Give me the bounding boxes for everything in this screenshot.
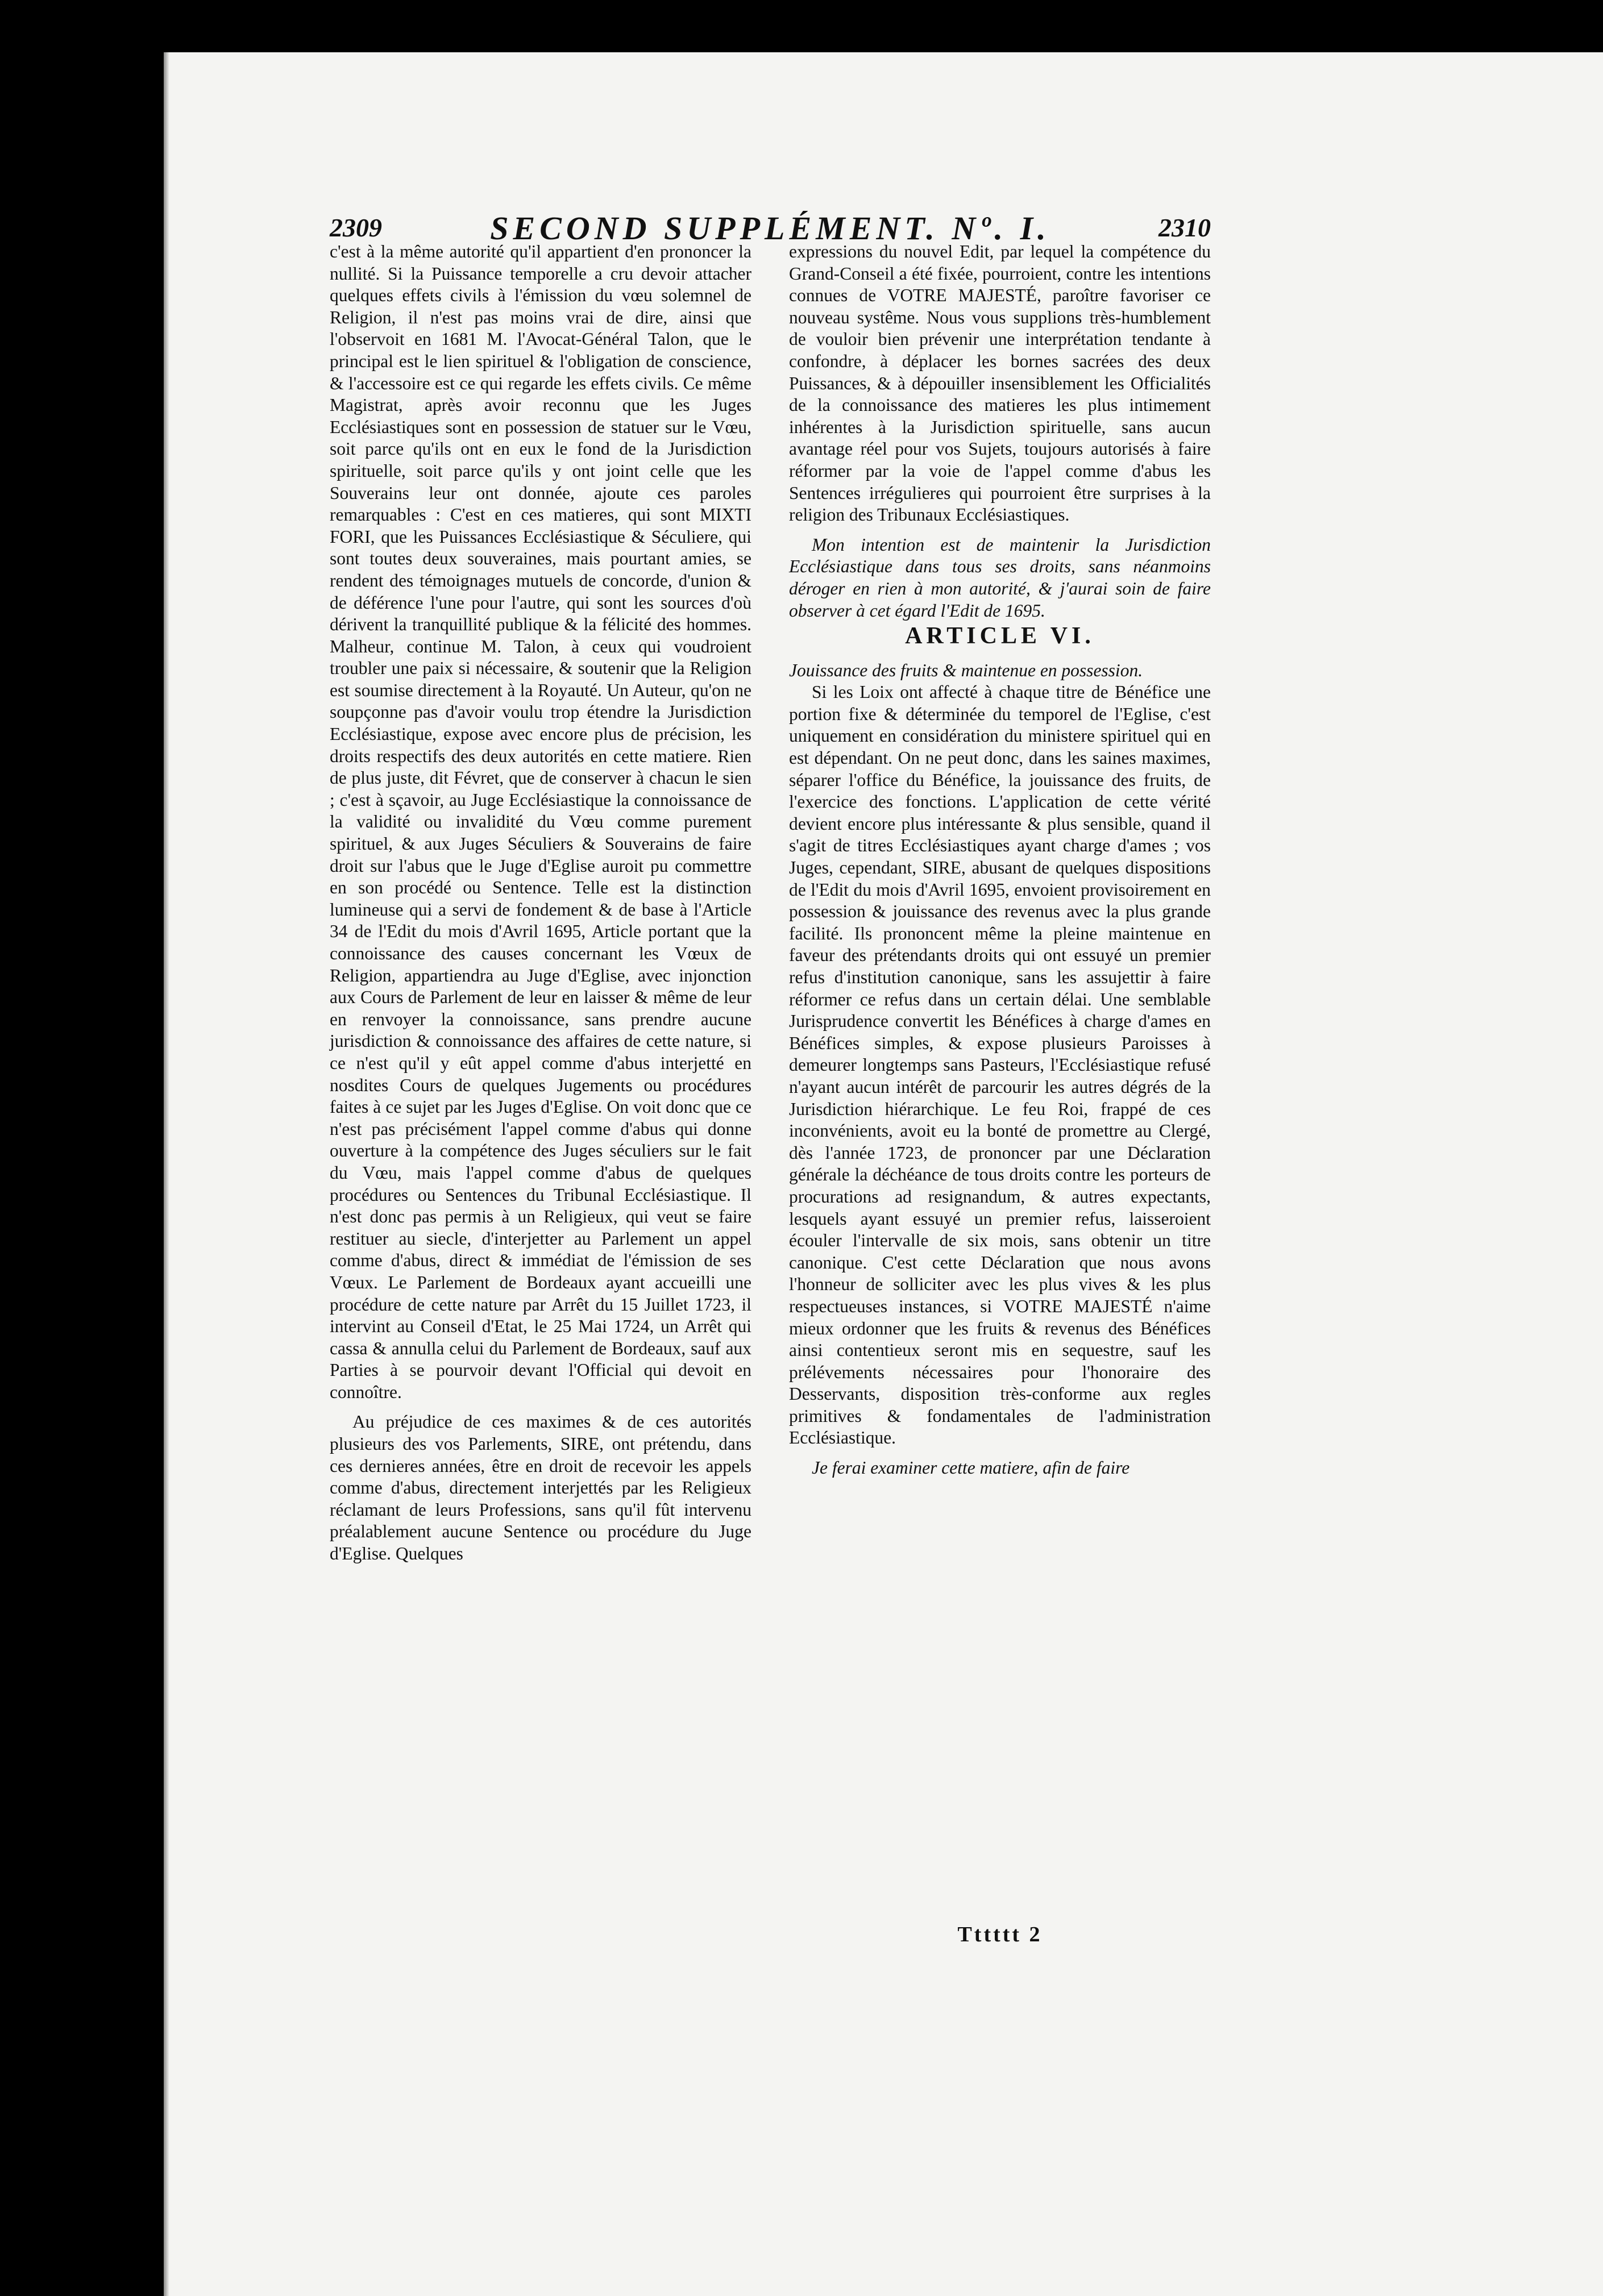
signature-mark: Tttttt 2 <box>957 1923 1043 1946</box>
right-paragraph-1: expressions du nouvel Edit, par lequel la compétence du Grand-Conseil a été fixée, pourroient, contre les intentions connues de VOTRE MAJESTÉ, paroître favoriser ce nouveau systême. Nous vous supplions très-humblement de vouloir bien prévenir une interprétation tendante à confondre, à déplacer les bornes sacrées des deux Puissances, & à dépouiller insensiblement les Officialités de la connoissance des matieres les plus intimement inhérentes à la Jurisdiction spirituelle, sans aucun avantage réel pour vos Sujets, toujours autorisés à faire réformer par la voie de l'appel comme d'abus les Sentences irrégulieres qui pourroient être surprises à la religion des Tribunaux Ecclésiastiques. <box>789 242 1211 525</box>
right-column <box>789 241 1211 1479</box>
article-heading: ARTICLE VI. <box>905 623 1095 650</box>
royal-response-2: Je ferai examiner cette matiere, afin de faire <box>812 1458 1130 1478</box>
left-paragraph-2: Au préjudice de ces maximes & de ces autorités plusieurs des vos Parlements, SIRE, ont prétendu, dans ces dernieres années, être en droit de recevoir les appels comme d'abus, directement interjettés par les Religieux réclamant de leurs Professions, sans qu'il fût intervenu préalablement aucune Sentence ou procédure du Juge d'Eglise. Quelques <box>330 1412 751 1564</box>
document-page <box>330 209 1211 1946</box>
right-paragraph-2: Si les Loix ont affecté à chaque titre de Bénéfice une portion fixe & déterminée du temporel de l'Eglise, c'est uniquement en considération du ministere spirituel qui en est dépendant. On ne peut donc, dans les saines maximes, séparer l'office du Bénéfice, la jouissance des fruits, de l'exercice des fonctions. L'application de cette vérité devient encore plus intéressante & plus sensible, quand il s'agit de titres Ecclésiastiques ayant charge d'ames ; vos Juges, cependant, SIRE, abusant de quelques dispositions de l'Edit du mois d'Avril 1695, envoient provisoirement en possession & jouissance des revenus avec la plus grande facilité. Ils prononcent même la pleine maintenue en faveur des prétendants droits qui ont essuyé un premier refus d'institution canonique, sans les assujettir à faire réformer ce refus dans un certain délai. Une semblable Jurisprudence convertit les Bénéfices à charge d'ames en Bénéfices simples, & expose plusieurs Paroisses à demeurer longtemps sans Pasteurs, l'Ecclésiastique refusé n'ayant aucun intérêt de parcourir les autres dégrés de la Jurisdiction hiérarchique. Le feu Roi, frappé de ces inconvénients, avoit eu la bonté de promettre au Clergé, dès l'année 1723, de prononcer par une Déclaration générale la déchéance de tous droits contre les porteurs de procurations ad resignandum, & autres expectants, lesquels ayant essuyé un premier refus, laisseroient écouler l'intervalle de six mois, sans obtenir un titre canonique. C'est cette Déclaration que nous avons l'honneur de solliciter avec les plus vives & les plus respectueuses instances, si VOTRE MAJESTÉ n'aime mieux ordonner que les fruits & revenus des Bénéfices ainsi contentieux seront mis en sequestre, sauf les prélévements nécessaires pour l'honoraire des Desservants, disposition très-conforme aux regles primitives & fondamentales de l'administration Ecclésiastique. <box>789 682 1211 1448</box>
left-column <box>330 241 751 1565</box>
royal-response-1: Mon intention est de maintenir la Jurisdiction Ecclésiastique dans tous ses droits, sans néanmoins déroger en rien à mon autorité, & j'aurai soin de faire observer à cet égard l'Edit de 1695. <box>789 534 1211 621</box>
article-subheading: Jouissance des fruits & maintenue en possession. <box>789 660 1143 680</box>
page-number-left: 2309 <box>330 213 382 242</box>
page-edge-shadow <box>164 52 169 2296</box>
left-paragraph-1: c'est à la même autorité qu'il appartient d'en prononcer la nullité. Si la Puissance temporelle a cru devoir attacher quelques effets civils à l'émission du vœu solemnel de Religion, il n'est pas moins vrai de dire, ainsi que l'observoit en 1681 M. l'Avocat-Général Talon, que le principal est le lien spirituel & l'obligation de conscience, & l'accessoire est ce qui regarde les effets civils. Ce même Magistrat, après avoir reconnu que les Juges Ecclésiastiques sont en possession de statuer sur le Vœu, soit parce qu'ils ont en eux le fond de la Jurisdiction spirituelle, soit parce qu'ils y ont joint celle que les Souverains leur ont donnée, ajoute ces paroles remarquables : C'est en ces matieres, qui sont MIXTI FORI, que les Puissances Ecclésiastique & Séculiere, qui sont toutes deux souveraines, mais pourtant amies, se rendent des témoignages mutuels de concorde, d'union & de déférence l'une pour l'autre, qui sont les sources d'où dérivent la tranquillité publique & la félicité des hommes. Malheur, continue M. Talon, à ceux qui voudroient troubler une paix si nécessaire, & soutenir que la Religion est soumise directement à la Royauté. Un Auteur, qu'on ne soupçonne pas d'avoir voulu trop étendre la Jurisdiction Ecclésiastique, expose avec encore plus de précision, les droits respectifs des deux autorités en cette matiere. Rien de plus juste, dit Févret, que de conserver à chacun le sien ; c'est à sçavoir, au Juge Ecclésiastique la connoissance de la validité ou invalidité du Vœu comme purement spirituel, & aux Juges Séculiers & Souverains de faire droit sur l'abus que le Juge d'Eglise auroit pu commettre en son procédé ou Sentence. Telle est la distinction lumineuse qui a servi de fondement & de base à l'Article 34 de l'Edit du mois d'Avril 1695, Article portant que la connoissance des causes concernant les Vœux de Religion, appartiendra au Juge d'Eglise, avec injonction aux Cours de Parlement de leur en laisser & même de leur en renvoyer la connoissance, sans prendre aucune jurisdiction & connoissance des affaires de cette nature, si ce n'est qu'il y eût appel comme d'abus interjetté en nosdites Cours de quelques Jugements ou procédures faites à ce sujet par les Juges d'Eglise. On voit donc que ce n'est pas précisément l'appel comme d'abus qui donne ouverture à la compétence des Juges séculiers sur le fait du Vœu, mais l'appel comme d'abus de quelques procédures ou Sentences du Tribunal Ecclésiastique. Il n'est donc pas permis à un Religieux, qui veut se faire restituer au siecle, d'interjetter au Parlement un appel comme d'abus, direct & immédiat de l'émission de ses Vœux. Le Parlement de Bordeaux ayant accueilli une procédure de cette nature par Arrêt du 15 Juillet 1723, il intervint au Conseil d'Etat, le 25 Mai 1724, un Arrêt qui cassa & annulla celui du Parlement de Bordeaux, sauf aux Parties à se pourvoir devant l'Official qui devoit en connoître. <box>330 242 751 1402</box>
page-number-right: 2310 <box>1158 213 1211 242</box>
running-title: SECOND SUPPLÉMENT. Nº. I. <box>490 210 1050 247</box>
